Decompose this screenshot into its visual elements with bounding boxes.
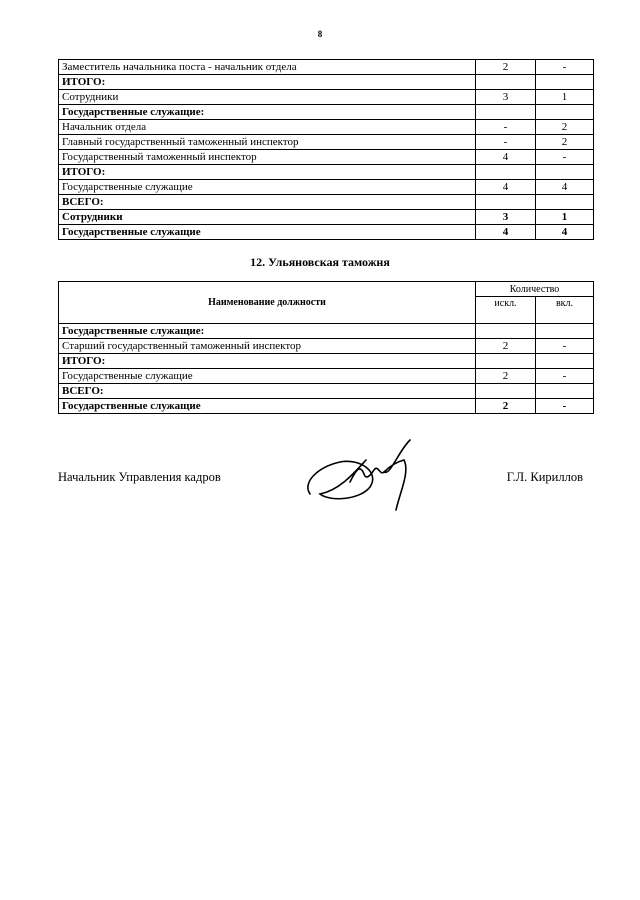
excluded-count-cell: 4	[476, 150, 536, 165]
included-count-cell	[536, 105, 594, 120]
position-cell: Государственные служащие	[59, 180, 476, 195]
included-count-cell: 4	[536, 225, 594, 240]
excluded-count-cell	[476, 75, 536, 90]
column-header-position-label: Наименование должности	[208, 297, 326, 308]
included-count-cell	[536, 384, 594, 399]
included-count-cell: -	[536, 369, 594, 384]
table-row	[59, 384, 594, 399]
included-count-cell: 1	[536, 210, 594, 225]
excluded-count-cell: 2	[476, 339, 536, 354]
position-cell: ИТОГО:	[59, 75, 476, 90]
staff-table-continued	[58, 59, 594, 240]
table-row	[59, 324, 594, 339]
position-cell: ИТОГО:	[59, 354, 476, 369]
excluded-count-cell	[476, 384, 536, 399]
included-count-cell	[536, 75, 594, 90]
included-count-cell	[536, 165, 594, 180]
staff-table-body	[59, 60, 594, 240]
excluded-count-cell: 4	[476, 225, 536, 240]
table-row	[59, 225, 594, 240]
excluded-count-cell	[476, 324, 536, 339]
column-header-quantity: Количество	[476, 282, 594, 297]
position-cell: Начальник отдела	[59, 120, 476, 135]
excluded-count-cell: -	[476, 135, 536, 150]
column-header-excluded: искл.	[476, 297, 536, 324]
ulyanovsk-customs-table	[58, 281, 594, 414]
table-row	[59, 150, 594, 165]
included-count-cell: -	[536, 399, 594, 414]
included-count-cell: 2	[536, 135, 594, 150]
table-row	[59, 135, 594, 150]
table-row	[59, 399, 594, 414]
table-row	[59, 75, 594, 90]
table-row	[59, 120, 594, 135]
included-count-cell: -	[536, 150, 594, 165]
position-cell: Государственные служащие	[59, 399, 476, 414]
position-cell: Сотрудники	[59, 210, 476, 225]
signatory-name: Г.Л. Кириллов	[506, 470, 583, 484]
included-count-cell: 4	[536, 180, 594, 195]
excluded-count-cell: 2	[476, 60, 536, 75]
table-row	[59, 354, 594, 369]
position-cell: Заместитель начальника поста - начальник отдела	[59, 60, 476, 75]
signatory-position: Начальник Управления кадров	[58, 470, 221, 484]
table-row	[59, 60, 594, 75]
included-count-cell	[536, 324, 594, 339]
excluded-count-cell: 3	[476, 90, 536, 105]
excluded-count-cell: 4	[476, 180, 536, 195]
page-number: 8	[317, 29, 323, 39]
table-row	[59, 369, 594, 384]
excluded-count-cell: -	[476, 120, 536, 135]
included-count-cell: -	[536, 60, 594, 75]
table-row	[59, 90, 594, 105]
position-cell: ИТОГО:	[59, 165, 476, 180]
excluded-count-cell: 2	[476, 399, 536, 414]
column-header-position	[59, 282, 476, 324]
position-cell: Старший государственный таможенный инспектор	[59, 339, 476, 354]
position-cell: Государственные служащие	[59, 369, 476, 384]
table-row	[59, 339, 594, 354]
included-count-cell: 2	[536, 120, 594, 135]
ulyanovsk-table-body	[59, 324, 594, 414]
excluded-count-cell	[476, 195, 536, 210]
position-cell: ВСЕГО:	[59, 384, 476, 399]
position-cell: ВСЕГО:	[59, 195, 476, 210]
included-count-cell	[536, 195, 594, 210]
excluded-count-cell: 3	[476, 210, 536, 225]
position-cell: Государственные служащие:	[59, 105, 476, 120]
position-cell: Главный государственный таможенный инспектор	[59, 135, 476, 150]
excluded-count-cell	[476, 354, 536, 369]
column-header-included: вкл.	[536, 297, 594, 324]
section-title: 12. Ульяновская таможня	[250, 255, 390, 269]
table-row	[59, 165, 594, 180]
included-count-cell: 1	[536, 90, 594, 105]
table-row	[59, 210, 594, 225]
position-cell: Государственный таможенный инспектор	[59, 150, 476, 165]
handwritten-signature	[300, 432, 440, 512]
table-row	[59, 195, 594, 210]
table-row	[59, 105, 594, 120]
excluded-count-cell	[476, 165, 536, 180]
position-cell: Государственные служащие:	[59, 324, 476, 339]
included-count-cell	[536, 354, 594, 369]
position-cell: Сотрудники	[59, 90, 476, 105]
excluded-count-cell: 2	[476, 369, 536, 384]
excluded-count-cell	[476, 105, 536, 120]
table-row	[59, 180, 594, 195]
position-cell: Государственные служащие	[59, 225, 476, 240]
included-count-cell: -	[536, 339, 594, 354]
